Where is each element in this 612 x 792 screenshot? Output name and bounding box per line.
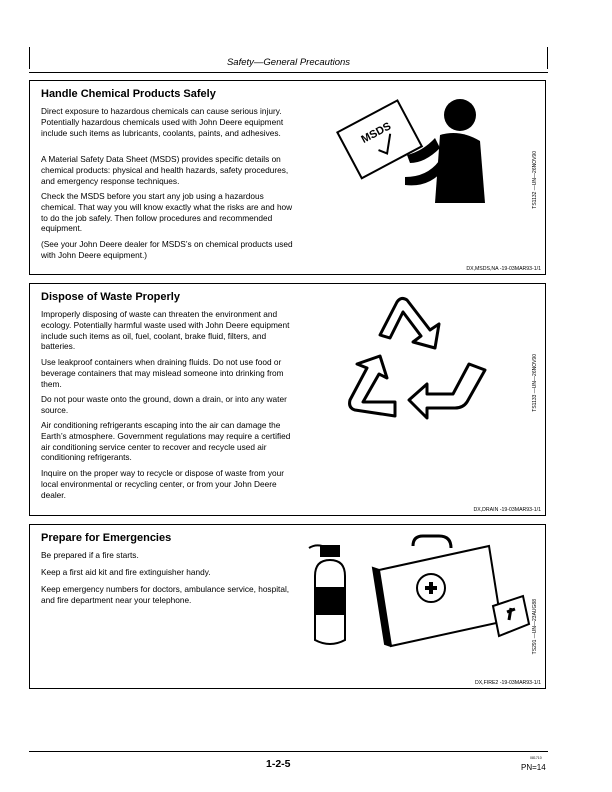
paragraph: Air conditioning refrigerants escaping into the air can damage the Earth’s atmosphere. Government regulations may require a certified air conditioning service center to recover and recycle used air conditioning refrigerants. bbox=[41, 420, 291, 463]
reference-code: DX,MSDS,NA -19-03MAR93-1/1 bbox=[466, 266, 541, 272]
section-title: Dispose of Waste Properly bbox=[41, 291, 180, 303]
paragraph: Inquire on the proper way to recycle or dispose of waste from your local environmental or recycling center, or from your John Deere dealer. bbox=[41, 468, 285, 500]
section-dispose-waste bbox=[29, 283, 546, 516]
header-rule bbox=[29, 72, 548, 73]
paragraph: Improperly disposing of waste can threaten the environment and ecology. Potentially harmful waste used with John Deere equipment include such items as oil, fuel, coolant, brake fluid, filters, and batteries. bbox=[41, 309, 290, 352]
section-title: Prepare for Emergencies bbox=[41, 532, 172, 544]
page-header: Safety—General Precautions bbox=[226, 57, 351, 68]
paragraph: Be prepared if a fire starts. bbox=[41, 550, 139, 560]
paragraph: Do not pour waste onto the ground, down a drain, or into any water source. bbox=[41, 394, 287, 415]
section-chemical-products bbox=[29, 80, 546, 275]
page-number: 1-2-5 bbox=[266, 758, 291, 770]
paragraph: Keep a first aid kit and fire extinguisher handy. bbox=[41, 567, 211, 577]
paragraph: Use leakproof containers when draining fluids. Do not use food or beverage containers that may mislead someone into drinking from them. bbox=[41, 357, 284, 389]
paragraph: Direct exposure to hazardous chemicals can cause serious injury. Potentially hazardous chemicals used with John Deere equipment include such items as lubricants, coolants, paints, and adhesives. bbox=[41, 106, 284, 138]
msds-label: MSDS bbox=[359, 120, 394, 146]
paragraph: Check the MSDS before you start any job using a hazardous chemical. That way you will know exactly what the risks are and how to do the job safely. Then follow procedures and recommended equipment. bbox=[41, 191, 293, 234]
reference-code: DX,FIRE2 -19-03MAR93-1/1 bbox=[474, 680, 541, 686]
fire-extinguisher-icon bbox=[309, 545, 345, 644]
section-prepare-emergencies bbox=[29, 524, 546, 689]
first-aid-kit-icon bbox=[373, 536, 501, 646]
figure-code: TS1132 —UN—26NOV90 bbox=[532, 151, 538, 209]
footer-code: 081710 bbox=[530, 756, 542, 760]
recycle-icon bbox=[335, 290, 505, 425]
section-title: Handle Chemical Products Safely bbox=[41, 88, 216, 100]
paragraph: Keep emergency numbers for doctors, ambulance service, hospital, and fire department near your telephone. bbox=[41, 584, 290, 605]
figure-code: TS1133 —UN—26NOV90 bbox=[532, 354, 538, 412]
msds-reader-illustration bbox=[335, 93, 515, 213]
paragraph: A Material Safety Data Sheet (MSDS) provides specific details on chemical products: physical and health hazards, safety procedures, and emergency response techniques. bbox=[41, 154, 289, 186]
footer-rule bbox=[29, 751, 548, 752]
figure-code: TS291 —UN—23AUG88 bbox=[532, 599, 538, 655]
paragraph: (See your John Deere dealer for MSDS’s on chemical products used with John Deere equipment.) bbox=[41, 239, 293, 260]
emergency-kit-illustration bbox=[303, 528, 533, 656]
pn-number: PN=14 bbox=[521, 763, 546, 772]
reference-code: DX,DRAIN -19-03MAR93-1/1 bbox=[473, 507, 541, 513]
